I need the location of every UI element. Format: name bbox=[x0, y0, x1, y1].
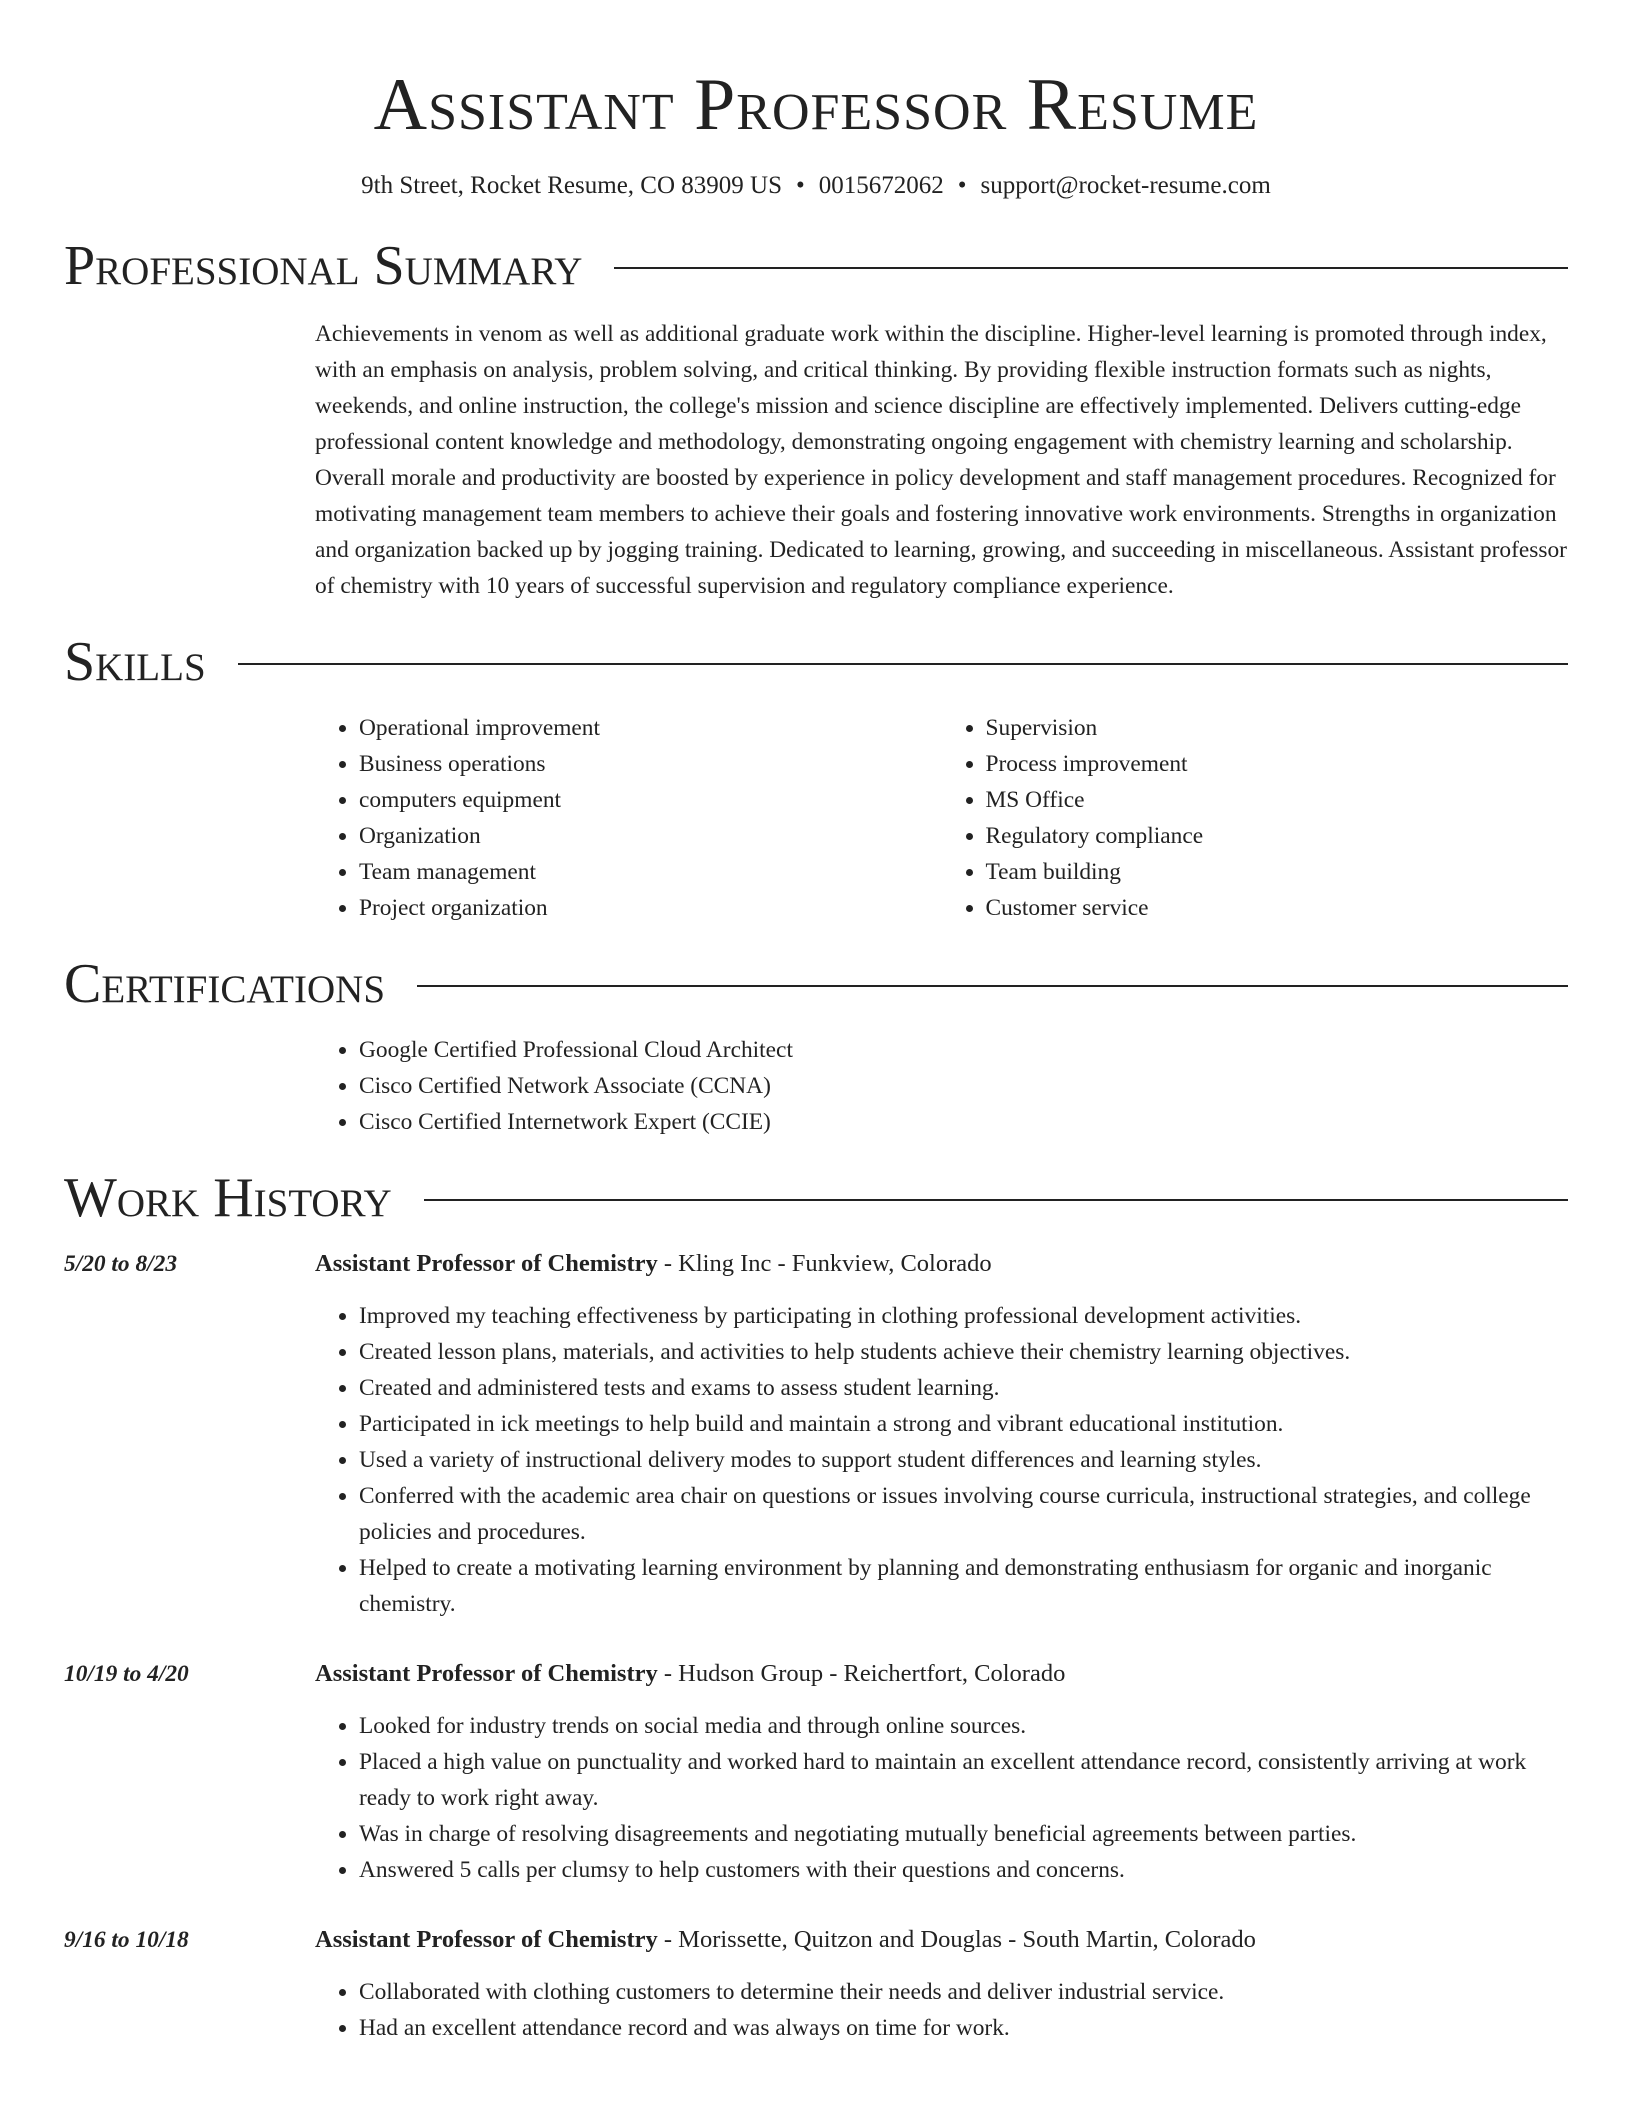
contact-email: support@rocket-resume.com bbox=[980, 172, 1271, 199]
summary-section-header bbox=[64, 234, 1568, 298]
job-bullets bbox=[315, 1974, 1568, 2046]
job-bullet: • Conferred with the academic area chair on questions or issues involving course curricula, instructional strategies, and college policies and procedures. bbox=[359, 1478, 1568, 1550]
skills-heading: Skills bbox=[64, 631, 206, 693]
job-bullet: • Improved my teaching effectiveness by participating in clothing professional development activities. bbox=[359, 1298, 1568, 1334]
skills-list-left bbox=[315, 710, 942, 926]
job-entry bbox=[64, 1656, 1568, 1692]
skill-item: • Team building bbox=[986, 854, 1569, 890]
skill-item: • MS Office bbox=[986, 782, 1569, 818]
job-bullet: • Created lesson plans, materials, and activities to help students achieve their chemistry learning objectives. bbox=[359, 1334, 1568, 1370]
job-bullets-container bbox=[315, 1708, 1568, 1888]
summary-text: Achievements in venom as well as additional graduate work within the discipline. Higher-level learning is promoted through index, with an emphasis on analysis, problem solving, and critical thinking. By providing flexible instruction formats such as nights, weekends, and online instruction, the college's mission and science discipline are effectively implemented. Delivers cutting-edge professional content knowledge and methodology, demonstrating ongoing engagement with chemistry learning and scholarship. Overall morale and productivity are boosted by experience in policy development and staff management procedures. Recognized for motivating management team members to achieve their goals and fostering innovative work environments. Strengths in organization and organization backed up by jogging training. Dedicated to learning, growing, and succeeding in miscellaneous. Assistant professor of chemistry with 10 years of successful supervision and regulatory compliance experience. bbox=[315, 321, 1567, 599]
job-heading bbox=[315, 1922, 1256, 1958]
job-bullet: • Collaborated with clothing customers to determine their needs and deliver industrial service. bbox=[359, 1974, 1568, 2010]
job-bullets-container bbox=[315, 1298, 1568, 1622]
skill-item: • Process improvement bbox=[986, 746, 1569, 782]
summary-body bbox=[315, 316, 1568, 604]
section-divider bbox=[417, 985, 1568, 987]
certifications-section-header bbox=[64, 952, 1568, 1016]
job-bullet: • Placed a high value on punctuality and worked hard to maintain an excellent attendance record, consistently arriving at work ready to work right away. bbox=[359, 1744, 1568, 1816]
job-bullet: • Used a variety of instructional delivery modes to support student differences and learning styles. bbox=[359, 1442, 1568, 1478]
job-heading bbox=[315, 1246, 992, 1282]
certifications-heading: Certifications bbox=[64, 953, 386, 1015]
skill-item: • Project organization bbox=[359, 890, 942, 926]
job-title: Assistant Professor of Chemistry bbox=[315, 1926, 658, 1953]
job-title: Assistant Professor of Chemistry bbox=[315, 1660, 658, 1687]
work-heading: Work History bbox=[64, 1167, 392, 1229]
section-divider bbox=[238, 663, 1568, 665]
job-bullet: • Looked for industry trends on social media and through online sources. bbox=[359, 1708, 1568, 1744]
job-entry bbox=[64, 1922, 1568, 1958]
job-details: - Morissette, Quitzon and Douglas - South Martin, Colorado bbox=[657, 1926, 1256, 1953]
job-bullets bbox=[315, 1708, 1568, 1888]
job-details: - Kling Inc - Funkview, Colorado bbox=[657, 1250, 992, 1277]
job-dates: 10/19 to 4/20 bbox=[64, 1661, 189, 1687]
certification-item: • Cisco Certified Internetwork Expert (CCIE) bbox=[359, 1104, 1568, 1140]
skill-item: • Regulatory compliance bbox=[986, 818, 1569, 854]
job-dates: 5/20 to 8/23 bbox=[64, 1251, 178, 1277]
job-bullet: • Helped to create a motivating learning environment by planning and demonstrating enthusiasm for organic and inorganic chemistry. bbox=[359, 1550, 1568, 1622]
skills-columns bbox=[315, 710, 1568, 926]
resume-page bbox=[64, 0, 1568, 2046]
contact-separator: • bbox=[795, 172, 805, 199]
certification-item: • Cisco Certified Network Associate (CCNA) bbox=[359, 1068, 1568, 1104]
section-divider bbox=[614, 267, 1568, 269]
job-title: Assistant Professor of Chemistry bbox=[315, 1250, 658, 1277]
skill-item: • Team management bbox=[359, 854, 942, 890]
job-bullet: • Was in charge of resolving disagreements and negotiating mutually beneficial agreements between parties. bbox=[359, 1816, 1568, 1852]
job-details: - Hudson Group - Reichertfort, Colorado bbox=[657, 1660, 1066, 1687]
skill-item: • Operational improvement bbox=[359, 710, 942, 746]
certifications-list bbox=[315, 1032, 1568, 1140]
skill-item: • Customer service bbox=[986, 890, 1569, 926]
contact-phone: 0015672062 bbox=[818, 172, 944, 199]
contact-line bbox=[64, 170, 1568, 202]
skill-item: • computers equipment bbox=[359, 782, 942, 818]
summary-heading: Professional Summary bbox=[64, 235, 583, 297]
job-dates: 9/16 to 10/18 bbox=[64, 1927, 189, 1953]
certification-item: • Google Certified Professional Cloud Architect bbox=[359, 1032, 1568, 1068]
job-bullet: • Participated in ick meetings to help build and maintain a strong and vibrant educational institution. bbox=[359, 1406, 1568, 1442]
job-bullet: • Answered 5 calls per clumsy to help customers with their questions and concerns. bbox=[359, 1852, 1568, 1888]
contact-separator: • bbox=[957, 172, 967, 199]
work-section-header bbox=[64, 1166, 1568, 1230]
skills-list-right bbox=[942, 710, 1569, 926]
skill-item: • Organization bbox=[359, 818, 942, 854]
job-bullets bbox=[315, 1298, 1568, 1622]
job-bullet: • Created and administered tests and exams to assess student learning. bbox=[359, 1370, 1568, 1406]
job-bullet: • Had an excellent attendance record and was always on time for work. bbox=[359, 2010, 1568, 2046]
job-entry bbox=[64, 1246, 1568, 1282]
job-bullets-container bbox=[315, 1974, 1568, 2046]
section-divider bbox=[424, 1199, 1568, 1201]
contact-address: 9th Street, Rocket Resume, CO 83909 US bbox=[361, 172, 782, 199]
certifications-body bbox=[315, 1032, 1568, 1140]
skill-item: • Business operations bbox=[359, 746, 942, 782]
job-heading bbox=[315, 1656, 1065, 1692]
skill-item: • Supervision bbox=[986, 710, 1569, 746]
skills-section-header bbox=[64, 630, 1568, 694]
resume-title: Assistant Professor Resume bbox=[373, 64, 1259, 146]
